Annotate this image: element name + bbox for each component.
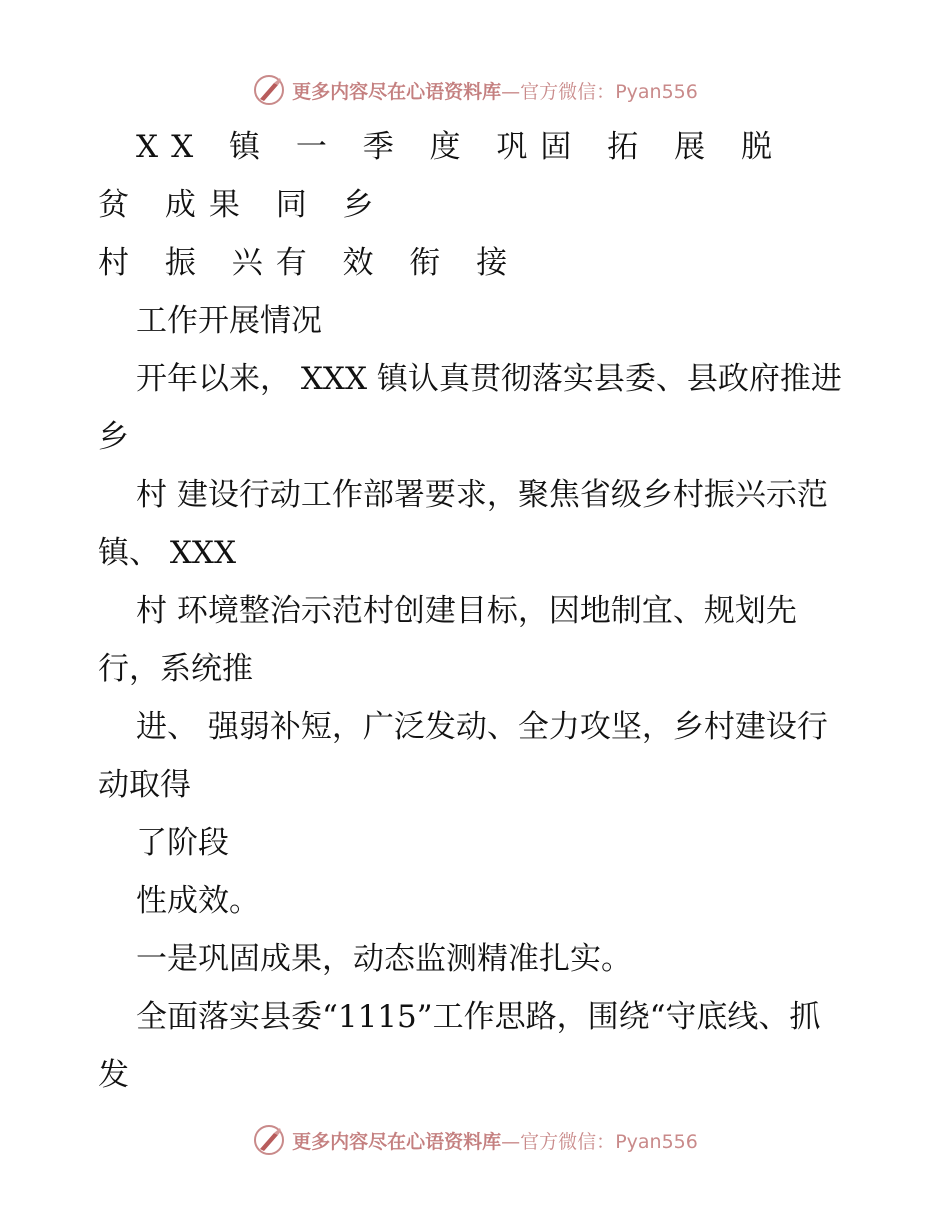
paragraph: 进、 强弱补短，广泛发动、全力攻坚，乡村建设行动取得 — [98, 709, 828, 803]
quill-pen-circle-icon — [252, 73, 286, 107]
watermark-banner — [252, 1123, 698, 1157]
page-header-watermark — [0, 70, 950, 110]
watermark-text — [292, 1127, 698, 1154]
paragraph: 一是巩固成果，动态监测精准扎实。 — [136, 941, 632, 977]
paragraph: 村 环境整治示范村创建目标，因地制宜、规划先行，系统推 — [98, 593, 797, 687]
paragraph: 开年以来， XXX 镇认真贯彻落实县委、县政府推进乡 — [98, 361, 842, 455]
document-title-line-2: 村 振 兴有 效 衔 接 — [98, 245, 521, 281]
watermark-contact-label: 官方微信： — [520, 1130, 616, 1153]
paragraph: 村 建设行动工作部署要求，聚焦省级乡村振兴示范镇、 XXX — [98, 477, 828, 571]
watermark-separator: — — [501, 1130, 521, 1153]
watermark-text — [292, 77, 698, 104]
paragraph: 性成效。 — [136, 883, 260, 919]
watermark-contact-id: Pyan556 — [615, 1130, 698, 1153]
watermark-separator: — — [501, 80, 521, 103]
watermark-brand: 更多内容尽在心语资料库 — [292, 80, 502, 103]
document-title-line-1: XX 镇 一 季 度 巩固 拓 展 脱 贫 成果 同 乡 — [98, 129, 785, 223]
quill-pen-circle-icon — [252, 1123, 286, 1157]
watermark-contact-label: 官方微信： — [520, 80, 616, 103]
watermark-contact-id: Pyan556 — [615, 80, 698, 103]
paragraph: 了阶段 — [136, 825, 229, 861]
document-body — [98, 118, 850, 1104]
page-footer-watermark — [0, 1120, 950, 1160]
watermark-brand: 更多内容尽在心语资料库 — [292, 1130, 502, 1153]
paragraph: 工作开展情况 — [136, 303, 322, 339]
document-title — [98, 118, 850, 292]
watermark-banner — [252, 73, 698, 107]
paragraph: 全面落实县委“1115”工作思路，围绕“守底线、抓发 — [98, 999, 821, 1093]
